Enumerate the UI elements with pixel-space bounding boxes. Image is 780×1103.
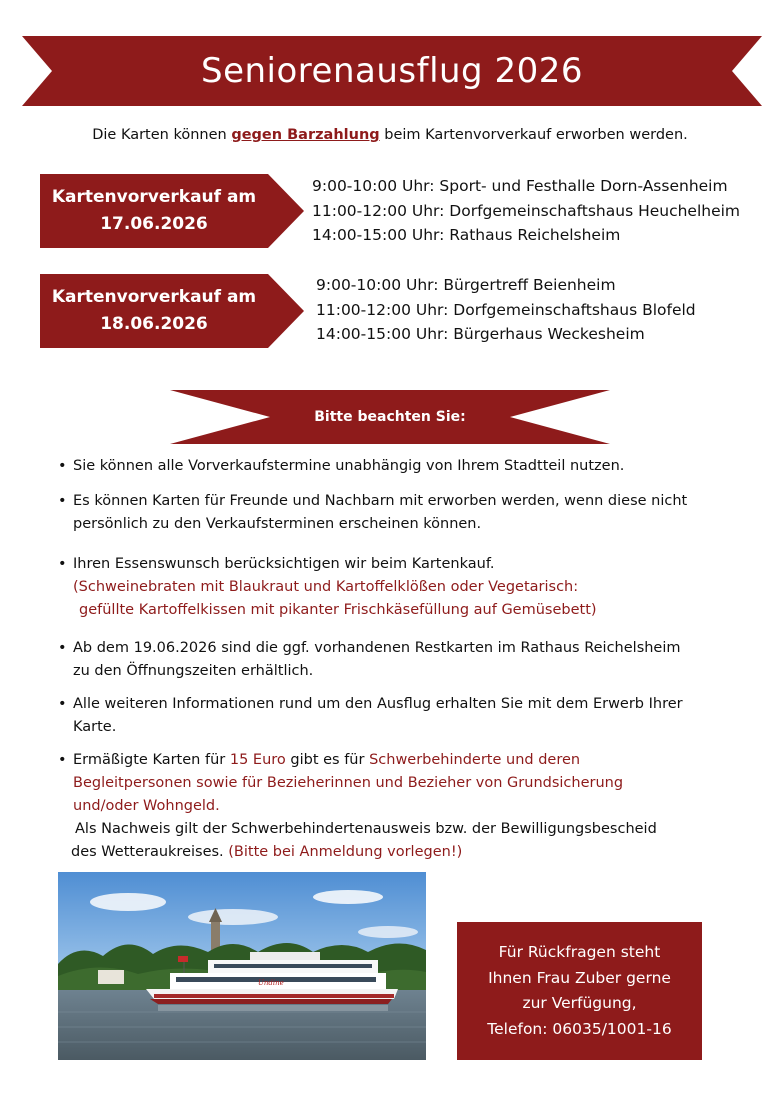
title-banner	[22, 36, 762, 106]
excursion-ship-photo	[58, 872, 426, 1060]
bullet-text: Ab dem 19.06.2026 sind die ggf. vorhandenen Restkarten im Rathaus Reichelsheim	[73, 640, 681, 656]
presale-times-2	[316, 273, 696, 347]
contact-text: zur Verfügung,	[522, 994, 637, 1012]
bullet-text: Ihren Essenswunsch berücksichtigen wir beim Kartenkauf.	[73, 556, 495, 572]
intro-after: beim Kartenvorverkauf erworben werden.	[379, 127, 688, 143]
time-slot: 14:00-15:00 Uhr: Bürgerhaus Weckesheim	[316, 325, 645, 343]
reminder-text: (Bitte bei Anmeldung vorlegen!)	[228, 844, 463, 860]
bullet-dot: •	[58, 696, 67, 712]
notice-title: Bitte beachten Sie:	[314, 409, 466, 425]
bullet-text: Als Nachweis gilt der Schwerbehindertenausweis bzw. der Bewilligungsbescheid	[75, 821, 657, 837]
bullet-dot: •	[58, 556, 67, 572]
bullet-text: Es können Karten für Freunde und Nachbarn mit erworben werden, wenn diese nicht	[73, 493, 688, 509]
eligibility-text: und/oder Wohngeld.	[73, 798, 220, 814]
bullet-dot: •	[58, 458, 67, 474]
eligibility-text: Schwerbehinderte und deren	[369, 752, 581, 768]
intro-before: Die Karten können	[92, 127, 232, 143]
time-slot: 11:00-12:00 Uhr: Dorfgemeinschaftshaus Heuchelheim	[312, 201, 741, 220]
bullet-text: Karte.	[73, 719, 117, 735]
bullet-text: Sie können alle Vorverkaufstermine unabhängig von Ihrem Stadtteil nutzen.	[73, 458, 625, 474]
notice-banner	[170, 390, 610, 444]
menu-options-text: gefüllte Kartoffelkissen mit pikanter Frischkäsefüllung auf Gemüsebett)	[79, 602, 597, 618]
bullet-text: persönlich zu den Verkaufsterminen erscheinen können.	[73, 516, 482, 532]
bullet-dot: •	[58, 752, 67, 768]
presale-label: Kartenvorverkauf am	[51, 287, 257, 307]
bullet-text: gibt es für	[285, 752, 370, 768]
time-slot: 9:00-10:00 Uhr: Bürgertreff Beienheim	[316, 276, 616, 294]
ship-photo-illustration	[58, 872, 426, 1060]
bullet-text: des Wetteraukreises.	[71, 844, 229, 860]
eligibility-text: Begleitpersonen sowie für Bezieherinnen und Bezieher von Grundsicherung	[73, 775, 624, 791]
presale-arrow-1	[40, 174, 304, 248]
presale-label: Kartenvorverkauf am	[51, 187, 257, 207]
price-text: 15 Euro	[229, 752, 286, 768]
presale-date: 18.06.2026	[100, 314, 208, 334]
contact-text: Für Rückfragen steht	[498, 943, 661, 961]
contact-text: Ihnen Frau Zuber gerne	[488, 968, 671, 987]
menu-options-text: (Schweinebraten mit Blaukraut und Kartoffelklößen oder Vegetarisch:	[73, 579, 579, 595]
ship-name: Undine	[258, 979, 284, 987]
bullet-dot: •	[58, 493, 67, 509]
intro-highlight: gegen Barzahlung	[231, 127, 380, 143]
time-slot: 11:00-12:00 Uhr: Dorfgemeinschaftshaus Blofeld	[316, 300, 696, 319]
bullet-dot: •	[58, 640, 67, 656]
bullet-text: Ermäßigte Karten für	[73, 752, 230, 768]
time-slot: 9:00-10:00 Uhr: Sport- und Festhalle Dorn-Assenheim	[312, 177, 728, 195]
contact-box	[457, 922, 702, 1060]
contact-phone: Telefon: 06035/1001-16	[487, 1019, 672, 1038]
presale-arrow-2	[40, 274, 304, 348]
presale-times-1	[312, 174, 740, 248]
intro-text	[0, 127, 780, 143]
bullet-text: zu den Öffnungszeiten erhältlich.	[73, 663, 314, 679]
presale-date: 17.06.2026	[100, 214, 208, 234]
time-slot: 14:00-15:00 Uhr: Rathaus Reichelsheim	[312, 226, 621, 244]
bullet-text: Alle weiteren Informationen rund um den Ausflug erhalten Sie mit dem Erwerb Ihrer	[73, 696, 683, 712]
page-title: Seniorenausflug 2026	[201, 51, 583, 91]
